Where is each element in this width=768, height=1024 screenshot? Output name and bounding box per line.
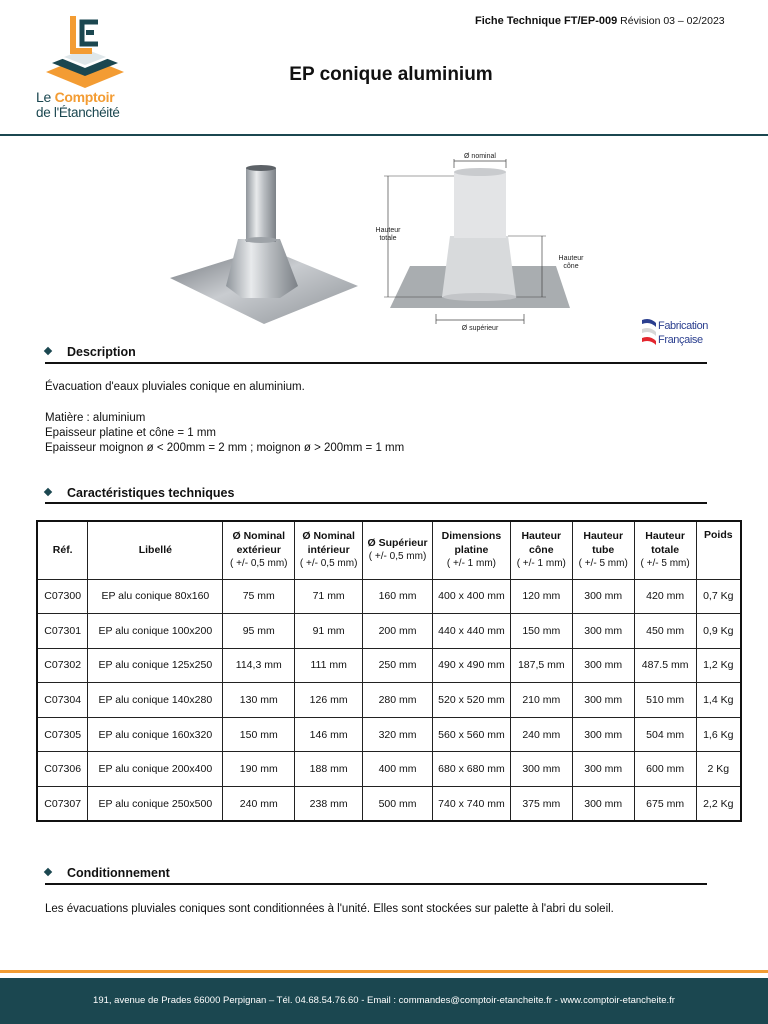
description-epaisseur-platine: Epaisseur platine et cône = 1 mm (45, 427, 216, 439)
table-cell: 320 mm (363, 717, 433, 752)
table-row (37, 614, 741, 649)
table-cell: C07301 (37, 614, 88, 649)
table-cell: 300 mm (572, 787, 634, 822)
table-cell: C07302 (37, 648, 88, 683)
table-cell: 490 x 490 mm (433, 648, 511, 683)
header-nominal-exterieur: Ø Nominal extérieur ( +/- 0,5 mm) (223, 521, 295, 579)
label-superieur: Ø supérieur (461, 325, 499, 332)
header-ref: Réf. (37, 521, 88, 579)
table-cell: 300 mm (572, 614, 634, 649)
table-cell: 504 mm (634, 717, 696, 752)
table-cell: EP alu conique 160x320 (88, 717, 223, 752)
table-cell: 120 mm (510, 579, 572, 614)
table-cell: 210 mm (510, 683, 572, 718)
table-cell: 150 mm (510, 614, 572, 649)
table-cell: C07305 (37, 717, 88, 752)
header-poids: Poids (696, 521, 741, 579)
table-cell: 1,6 Kg (696, 717, 741, 752)
table-cell: 300 mm (572, 752, 634, 787)
conditionnement-text: Les évacuations pluviales coniques sont conditionnées à l'unité. Elles sont stockées sur palette à l'abri du soleil. (45, 903, 614, 915)
logo-text-accent: Comptoir (54, 89, 115, 105)
header-nominal-interieur: Ø Nominal intérieur ( +/- 0,5 mm) (295, 521, 363, 579)
bullet-icon (44, 347, 52, 355)
section-title-conditionnement: Conditionnement (45, 866, 170, 880)
table-cell: C07304 (37, 683, 88, 718)
badge-line2: Française (658, 334, 703, 346)
logo-wordmark (36, 90, 132, 120)
table-cell: 300 mm (572, 579, 634, 614)
table-cell: EP alu conique 250x500 (88, 787, 223, 822)
table-cell: 75 mm (223, 579, 295, 614)
table-row (37, 648, 741, 683)
table-cell: 487.5 mm (634, 648, 696, 683)
french-flag-icon (640, 317, 658, 351)
header-superieur: Ø Supérieur ( +/- 0,5 mm) (363, 521, 433, 579)
footer-contact: 191, avenue de Prades 66000 Perpignan – Tél. 04.68.54.76.60 - Email : commandes@comptoir-etancheite.fr - www.comptoir-etancheite.fr (93, 995, 675, 1006)
section-divider (45, 362, 707, 364)
table-cell: 126 mm (295, 683, 363, 718)
table-cell: 250 mm (363, 648, 433, 683)
table-cell: EP alu conique 140x280 (88, 683, 223, 718)
table-cell: EP alu conique 100x200 (88, 614, 223, 649)
table-row (37, 579, 741, 614)
table-cell: 200 mm (363, 614, 433, 649)
table-cell: C07306 (37, 752, 88, 787)
description-matiere: Matière : aluminium (45, 412, 146, 424)
table-cell: 510 mm (634, 683, 696, 718)
header-hauteur-cone: Hauteur cône ( +/- 1 mm) (510, 521, 572, 579)
page-title: EP conique aluminium (289, 64, 493, 85)
badge-line1: Fabrication (658, 320, 709, 332)
table-cell: 450 mm (634, 614, 696, 649)
logo-text-line2: de l'Étanchéité (36, 105, 120, 120)
document-reference (475, 15, 725, 27)
table-cell: 160 mm (363, 579, 433, 614)
specifications-table (36, 520, 742, 822)
header-dimensions-platine: Dimensions platine ( +/- 1 mm) (433, 521, 511, 579)
section-divider (45, 883, 707, 885)
table-cell: 1,4 Kg (696, 683, 741, 718)
table-cell: EP alu conique 125x250 (88, 648, 223, 683)
table-header-row (37, 521, 741, 579)
header-divider (0, 134, 768, 136)
table-cell: 680 x 680 mm (433, 752, 511, 787)
description-epaisseur-moignon: Epaisseur moignon ø < 200mm = 2 mm ; moignon ø > 200mm = 1 mm (45, 442, 405, 454)
table-cell: 130 mm (223, 683, 295, 718)
label-hauteur-cone-1: Hauteur (558, 255, 584, 262)
table-cell: 0,9 Kg (696, 614, 741, 649)
table-cell: 2,2 Kg (696, 787, 741, 822)
table-cell: 114,3 mm (223, 648, 295, 683)
header-hauteur-totale: Hauteur totale ( +/- 5 mm) (634, 521, 696, 579)
bullet-icon (44, 868, 52, 876)
bullet-icon (44, 488, 52, 496)
section-divider (45, 502, 707, 504)
table-cell: 240 mm (223, 787, 295, 822)
table-cell: C07300 (37, 579, 88, 614)
table-cell: EP alu conique 80x160 (88, 579, 223, 614)
table-cell: 111 mm (295, 648, 363, 683)
logo-text-prefix: Le (36, 89, 55, 105)
label-hauteur-cone-2: cône (563, 263, 579, 270)
table-cell: 187,5 mm (510, 648, 572, 683)
section-title-caracteristiques: Caractéristiques techniques (45, 486, 234, 500)
table-row (37, 787, 741, 822)
table-cell: 400 mm (363, 752, 433, 787)
doc-revision: Révision 03 – 02/2023 (620, 15, 725, 27)
product-photo (168, 156, 362, 331)
table-cell: 440 x 440 mm (433, 614, 511, 649)
table-cell: 240 mm (510, 717, 572, 752)
product-diagram (370, 152, 592, 336)
table-cell: 2 Kg (696, 752, 741, 787)
table-row (37, 683, 741, 718)
table-cell: 375 mm (510, 787, 572, 822)
description-intro: Évacuation d'eaux pluviales conique en aluminium. (45, 381, 305, 393)
table-cell: 520 x 520 mm (433, 683, 511, 718)
header-hauteur-tube: Hauteur tube ( +/- 5 mm) (572, 521, 634, 579)
table-cell: 280 mm (363, 683, 433, 718)
table-cell: 300 mm (510, 752, 572, 787)
table-cell: 91 mm (295, 614, 363, 649)
table-cell: 300 mm (572, 717, 634, 752)
table-row (37, 717, 741, 752)
table-cell: 188 mm (295, 752, 363, 787)
table-cell: 95 mm (223, 614, 295, 649)
table-cell: 675 mm (634, 787, 696, 822)
footer-accent-line (0, 970, 768, 973)
table-cell: 300 mm (572, 683, 634, 718)
table-cell: EP alu conique 200x400 (88, 752, 223, 787)
table-cell: 71 mm (295, 579, 363, 614)
label-nominal: Ø nominal (464, 153, 496, 160)
table-cell: C07307 (37, 787, 88, 822)
section-title-description: Description (45, 345, 136, 359)
doc-ref-code: Fiche Technique FT/EP-009 (475, 15, 618, 27)
table-cell: 1,2 Kg (696, 648, 741, 683)
table-cell: 500 mm (363, 787, 433, 822)
label-hauteur-totale-1: Hauteur (375, 227, 401, 234)
table-cell: 146 mm (295, 717, 363, 752)
table-cell: 400 x 400 mm (433, 579, 511, 614)
table-row (37, 752, 741, 787)
header-libelle: Libellé (88, 521, 223, 579)
fabrication-francaise-badge (640, 317, 712, 351)
label-hauteur-totale-2: totale (379, 235, 397, 242)
table-cell: 190 mm (223, 752, 295, 787)
table-cell: 300 mm (572, 648, 634, 683)
table-cell: 600 mm (634, 752, 696, 787)
table-cell: 740 x 740 mm (433, 787, 511, 822)
table-cell: 560 x 560 mm (433, 717, 511, 752)
table-cell: 150 mm (223, 717, 295, 752)
table-cell: 420 mm (634, 579, 696, 614)
table-cell: 238 mm (295, 787, 363, 822)
table-cell: 0,7 Kg (696, 579, 741, 614)
